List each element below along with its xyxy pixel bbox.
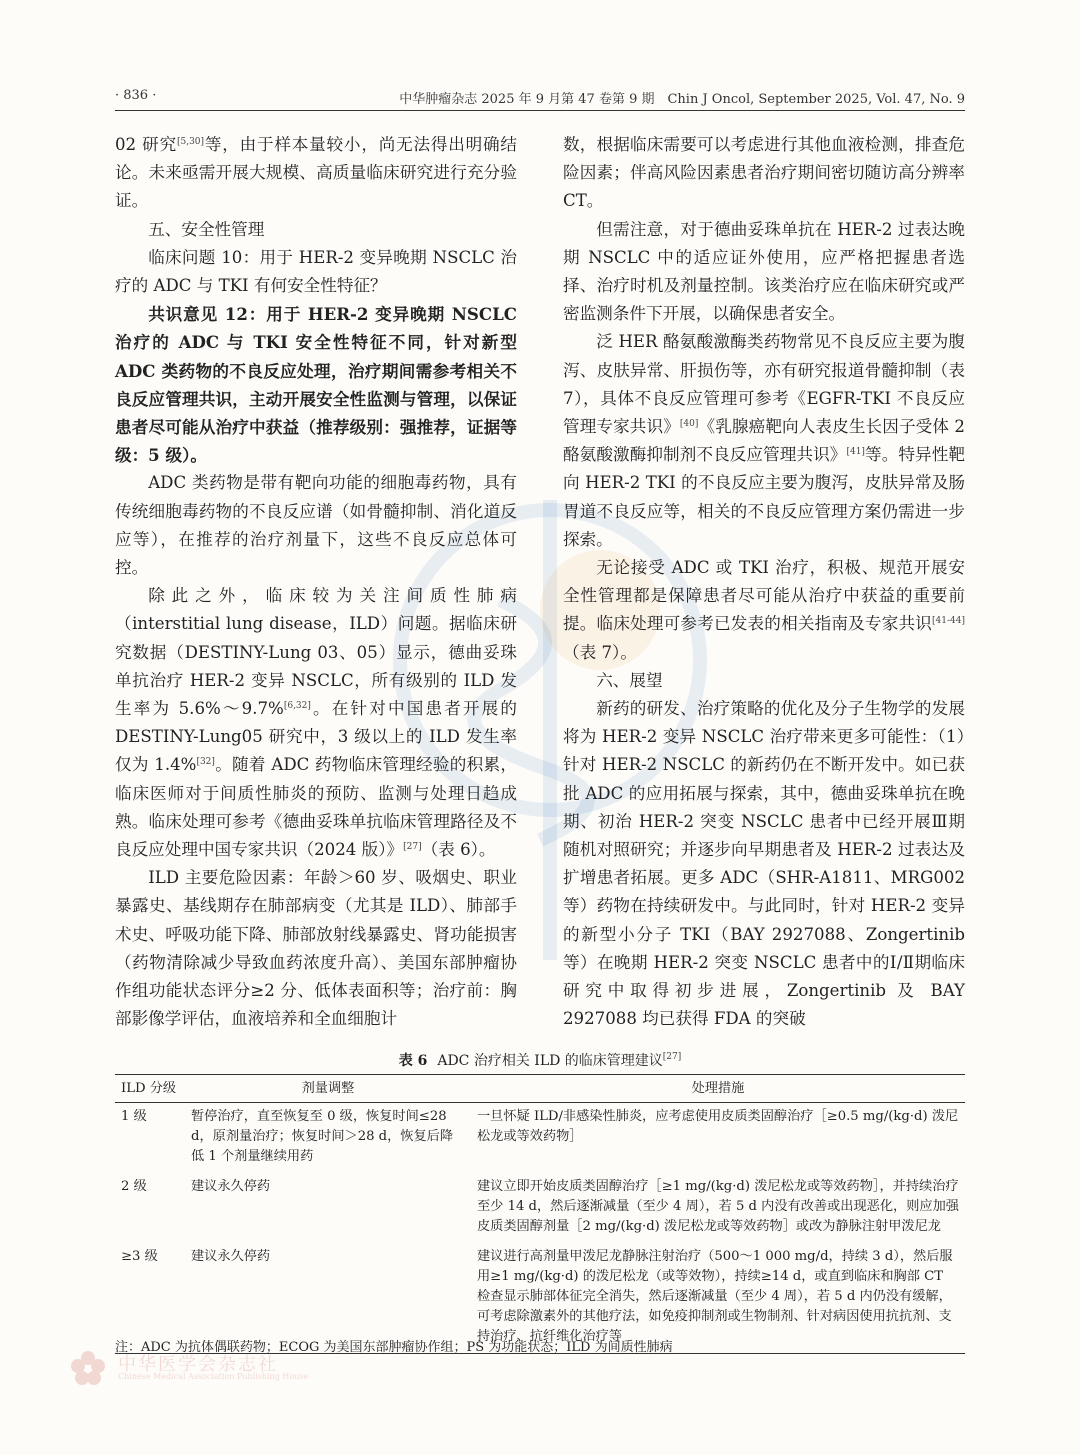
citation: [27] — [403, 842, 422, 853]
paragraph: 数，根据临床需要可以考虑进行其他血液检测，排查危险因素；伴高风险因素患者治疗期间密切随访高分辨率 CT。 — [563, 135, 965, 211]
running-header — [115, 86, 965, 108]
header-rule — [115, 110, 965, 111]
citation: [41-44] — [932, 616, 965, 627]
publisher-logo — [70, 1350, 490, 1386]
treatment-cell: 一旦怀疑 ILD/非感染性肺炎，应考虑使用皮质类固醇治疗［≥0.5 mg/(kg·d) 泼尼松龙或等效药物］ — [477, 1109, 959, 1144]
column-header: 处理措施 — [471, 1075, 965, 1103]
table-note: 注：ADC 为抗体偶联药物；ECOG 为美国东部肿瘤协作组；PS 为功能状态；ILD 为间质性肺病 — [115, 1340, 673, 1355]
dose-cell: 暂停治疗，直至恢复至 0 级，恢复时间≤28 d，原剂量治疗；恢复时间＞28 d，恢复后降低 1 个剂量继续用药 — [191, 1109, 454, 1164]
journal-citation: 中华肿瘤杂志 2025 年 9 月第 47 卷第 9 期 Chin J Oncol, September 2025, Vol. 47, No. 9 — [399, 92, 965, 107]
right-text-column — [563, 131, 965, 1034]
paragraph: 除此之外，临床较为关注间质性肺病（interstitial lung disease，ILD）问题。据临床研究数据（DESTINY-Lung 03、05）显示，德曲妥珠单抗治疗 HER-2 变异 NSCLC，所有级别的 ILD 发生率为 5.6%～9.7%[6,32]。在针对中国患者开展的 DESTINY-Lung05 研究中，3 级以上的 ILD 发生率仅为 1.4%[32]。随着 ADC 药物临床管理经验的积累，临床医师对于间质性肺炎的预防、监测与处理日趋成熟。临床处理可参考《德曲妥珠单抗临床管理路径及不良反应处理中国专家共识（2024 版）》[27]（表 6）。 — [115, 586, 517, 860]
publisher-name-en: Chinese Medical Association Publishing House — [118, 1372, 309, 1381]
ild-management-table — [115, 1074, 965, 1354]
paragraph: ADC 类药物是带有靶向功能的细胞毒药物，具有传统细胞毒药物的不良反应谱（如骨髓抑制、消化道反应等），在推荐的治疗剂量下，这些不良反应总体可控。 — [115, 473, 517, 578]
left-text-column — [115, 131, 517, 1034]
publisher-name-cn: 中华医学会杂志社 — [118, 1354, 278, 1375]
paragraph: 新药的研发、治疗策略的优化及分子生物学的发展将为 HER-2 变异 NSCLC 治疗带来更多可能性：（1）针对 HER-2 NSCLC 的新药仍在不断开发中。如已获批 ADC 的应用拓展与探索，其中，德曲妥珠单抗在晚期、初治 HER-2 突变 NSCLC 患者中已经开展Ⅲ期随机对照研究；并逐步向早期患者及 HER-2 过表达及扩增患者拓展。更多 ADC（SHR-A1811、MRG002 等）药物在持续研发中。与此同时，针对 HER-2 变异的新型小分子 TKI（BAY 2927088、Zongertinib 等）在晚期 HER-2 突变 NSCLC 患者中的Ⅰ/Ⅱ期临床研究中取得初步进展，Zongertinib 及 BAY 2927088 均已获得 FDA 的突破 — [563, 699, 965, 1029]
citation: [41] — [846, 447, 865, 458]
paragraph: 无论接受 ADC 或 TKI 治疗，积极、规范开展安全性管理都是保障患者尽可能从治疗中获益的重要前提。临床处理可参考已发表的相关指南及专家共识[41-44]（表 7）。 — [563, 558, 965, 662]
citation: [5,30] — [176, 137, 205, 147]
table-row — [115, 1173, 965, 1243]
citation: [6,32] — [283, 701, 311, 712]
paragraph: 02 研究[5,30]等，由于样本量较小，尚无法得出明确结论。未来亟需开展大规模、高质量临床研究进行充分验证。 — [115, 135, 518, 211]
grade-cell: 2 级 — [121, 1179, 147, 1194]
paragraph: 泛 HER 酪氨酸激酶类药物常见不良反应主要为腹泻、皮肤异常、肝损伤等，亦有研究报道骨髓抑制（表 7），具体不良反应管理可参考《EGFR-TKI 不良反应管理专家共识》[40]《乳腺癌靶向人表皮生长因子受体 2 酪氨酸激酶抑制剂不良反应管理共识》[41]等。特异性靶向 HER-2 TKI 的不良反应主要为腹泻，皮肤异常及肠胃道不良反应等，相关的不良反应管理方案仍需进一步探索。 — [563, 332, 966, 549]
grade-cell: ≥3 级 — [115, 1243, 185, 1354]
dose-cell: 建议永久停药 — [185, 1243, 471, 1354]
table-caption: 表 6 ADC 治疗相关 ILD 的临床管理建议[27] — [398, 1052, 682, 1069]
clinical-question: 临床问题 10：用于 HER-2 变异晚期 NSCLC 治疗的 ADC 与 TKI 有何安全性特征？ — [115, 247, 517, 296]
citation: [32] — [196, 757, 215, 768]
treatment-cell: 建议立即开始皮质类固醇治疗［≥1 mg/(kg·d) 泼尼松龙或等效药物］，并持续治疗至少 14 d，然后逐渐减量（至少 4 周），若 5 d 内没有改善或出现恶化，则应加强皮质类固醇剂量［2 mg/(kg·d) 泼尼松龙或等效药物］或改为静脉注射甲泼尼龙 — [477, 1179, 959, 1234]
treatment-cell: 建议进行高剂量甲泼尼龙静脉注射治疗（500～1 000 mg/d，持续 3 d），然后服用≥1 mg/(kg·d) 的泼尼松龙（或等效物），持续≥14 d，或直到临床和胸部 CT 检查显示肺部体征完全消失，然后逐渐减量（至少 4 周），若 5 d 内仍没有缓解，可考虑除激素外的其他疗法，如免疫抑制剂或生物制剂、针对病因使用抗抗剂、支持治疗、抗纤维化治疗等 — [471, 1243, 965, 1354]
grade-cell: 1 级 — [121, 1109, 147, 1124]
column-header: 剂量调整 — [185, 1075, 471, 1103]
dose-cell: 建议永久停药 — [191, 1179, 271, 1194]
citation: [40] — [679, 419, 699, 430]
page-number: · 836 · — [115, 88, 157, 103]
paragraph: 但需注意，对于德曲妥珠单抗在 HER-2 过表达晚期 NSCLC 中的适应证外使用，应严格把握患者选择、治疗时机及剂量控制。该类治疗应在临床研究或严密监测条件下开展，以确保患者安全。 — [563, 219, 965, 324]
consensus-statement: 共识意见 12：用于 HER-2 变异晚期 NSCLC 治疗的 ADC 与 TKI 安全性特征不同，针对新型 ADC 类药物的不良反应处理，治疗期间需参考相关不良反应管理共识，主动开展安全性监测与管理，以保证患者尽可能从治疗中获益（推荐级别：强推荐，证据等级：5 级）。 — [115, 304, 517, 466]
table-row — [115, 1103, 965, 1174]
paragraph: ILD 主要危险因素：年龄＞60 岁、吸烟史、职业暴露史、基线期存在肺部病变（尤其是 ILD）、肺部手术史、呼吸功能下降、肺部放射线暴露史、肾功能损害（药物清除减少导致血药浓度升高）、美国东部肿瘤协作组功能状态评分≥2 分、低体表面积等；治疗前：胸部影像学评估，血液培养和全血细胞计 — [115, 868, 517, 1029]
flower-logo-icon — [70, 1350, 106, 1386]
section-heading: 五、安全性管理 — [148, 219, 265, 239]
table-header-row — [115, 1075, 965, 1103]
column-header: ILD 分级 — [115, 1075, 185, 1103]
section-heading: 六、展望 — [596, 670, 663, 690]
